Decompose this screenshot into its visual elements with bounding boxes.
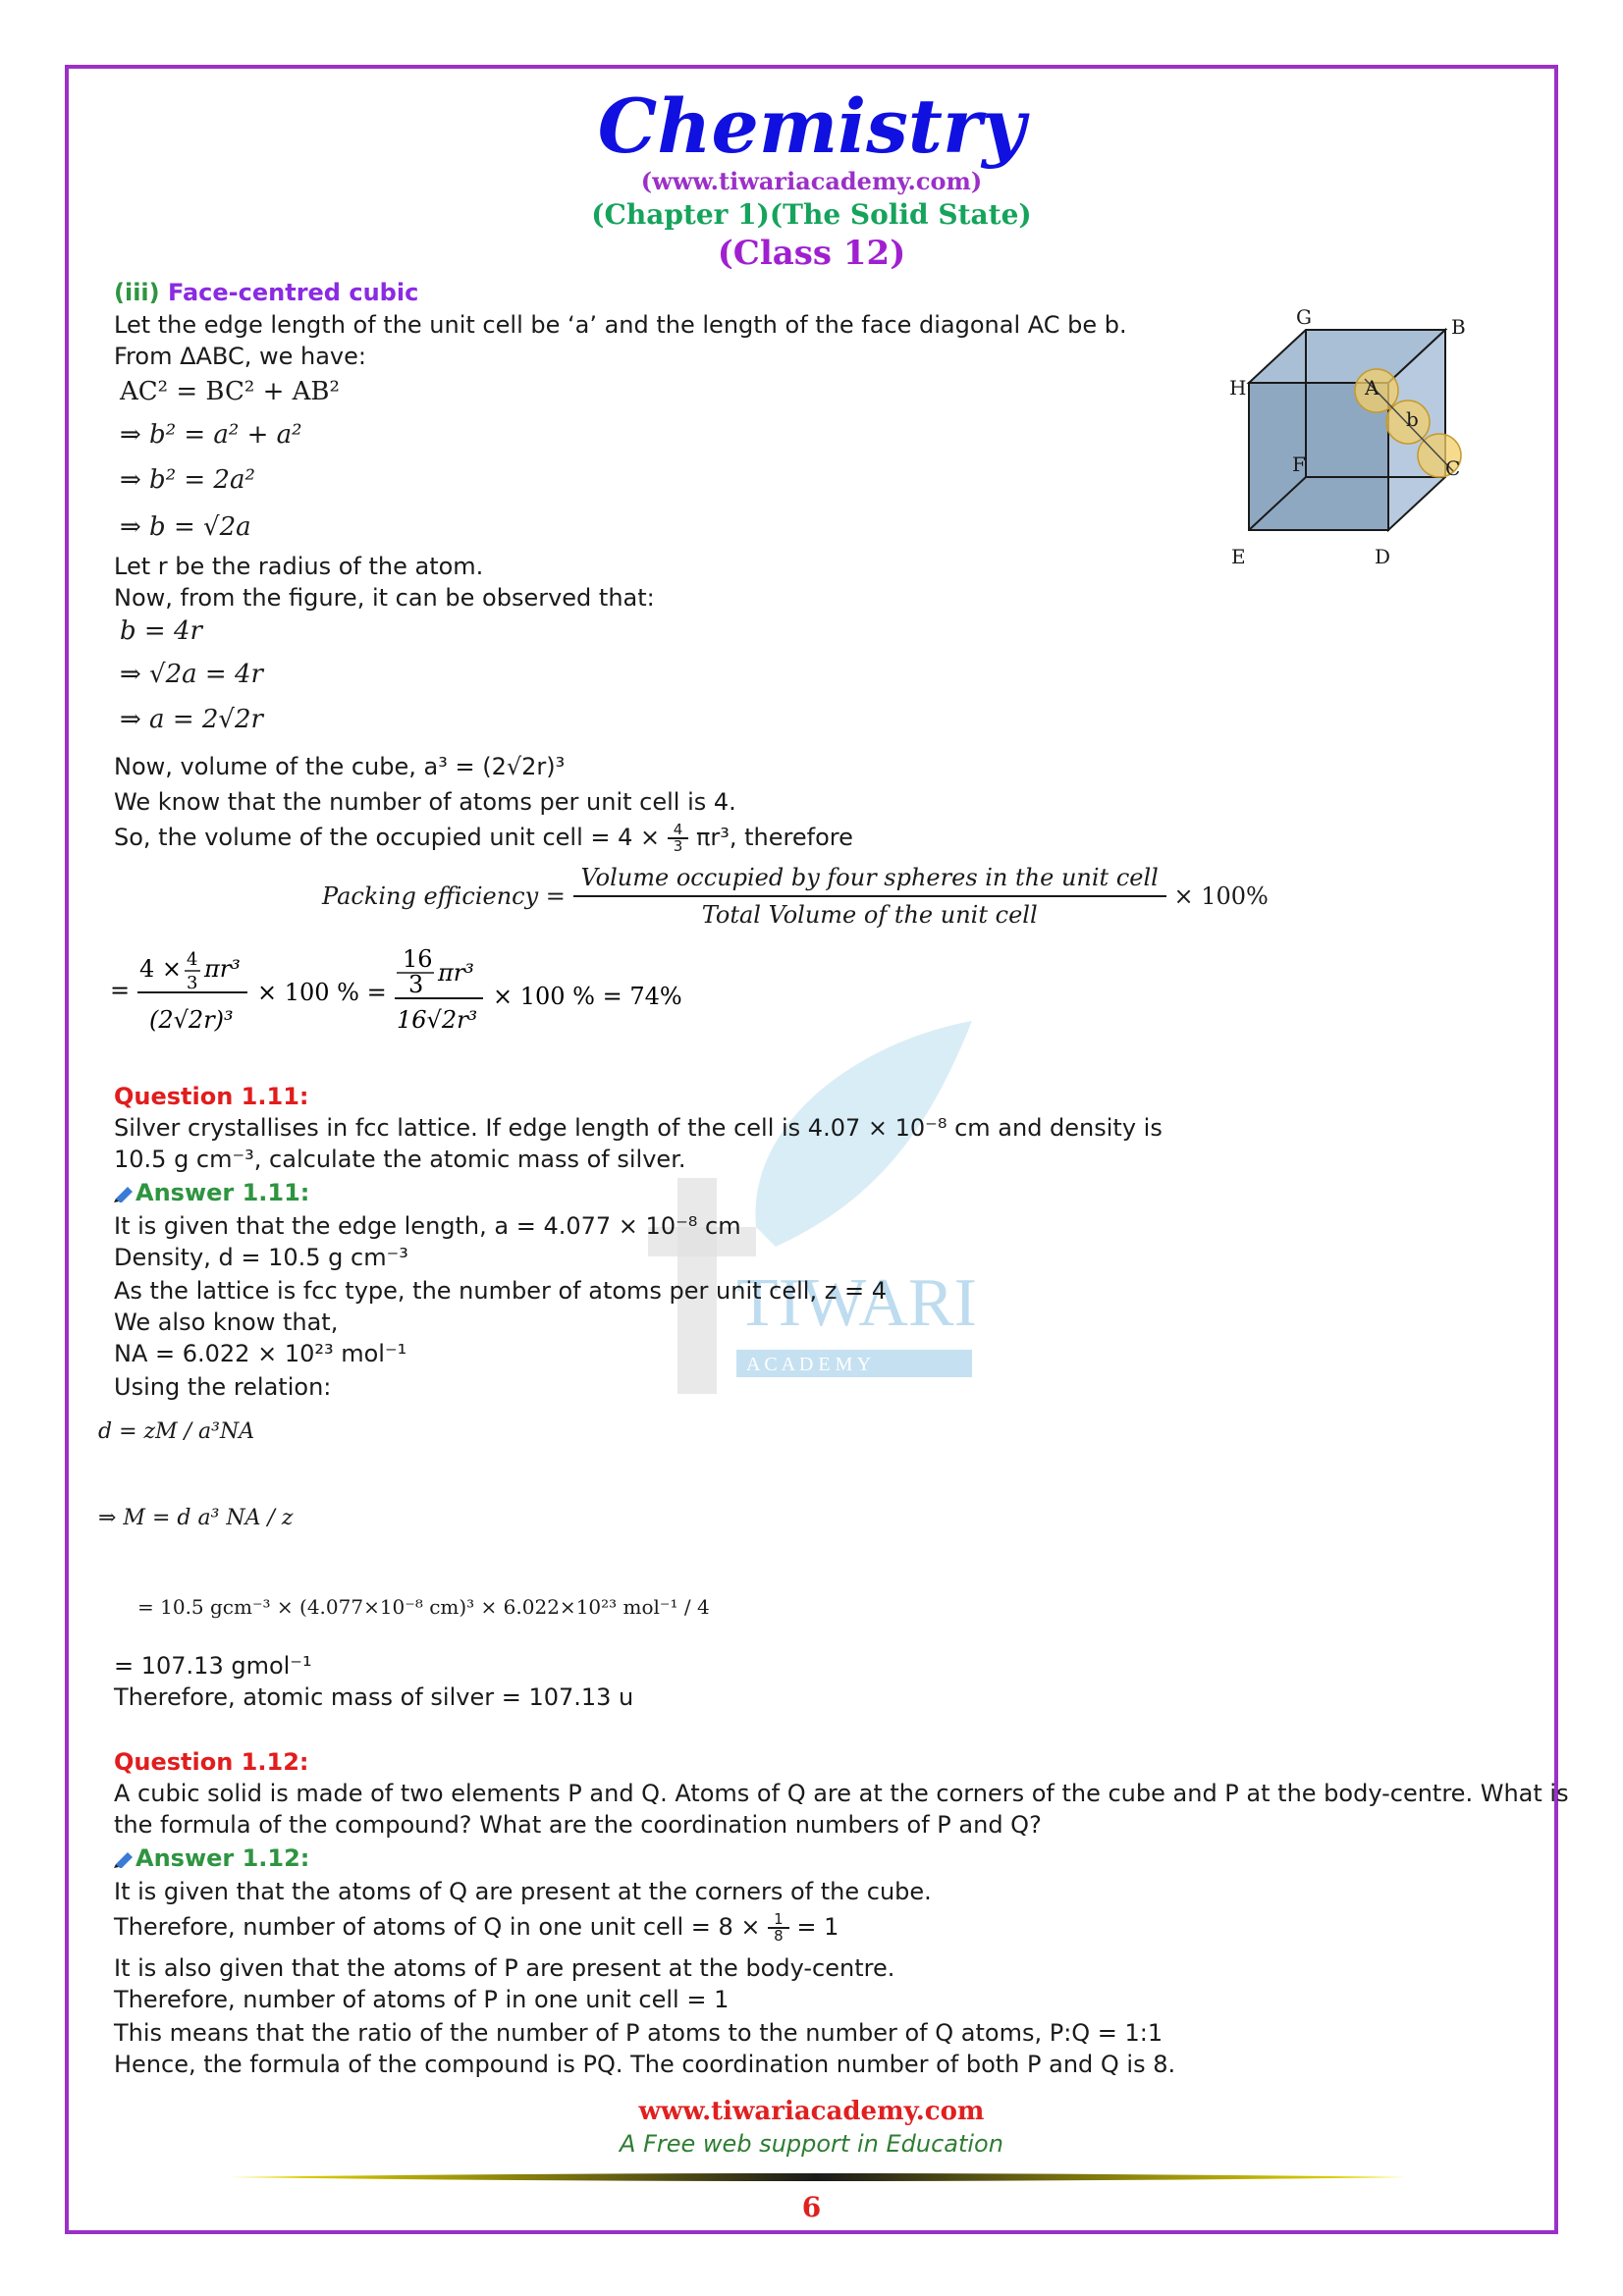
fcc-line2: From ΔABC, we have: [114,343,366,370]
svg-text:πr³: πr³ [204,955,241,983]
svg-text:4 ×: 4 × [139,955,183,983]
fig-label-f: F [1292,453,1306,476]
answer-1-11-line3: As the lattice is fcc type, the number of atoms per unit cell, z = 4 [114,1277,887,1305]
question-1-12-text1: A cubic solid is made of two elements P and Q. Atoms of Q are at the corners of the cube and P at the body-centre. What is [114,1780,1569,1807]
answer-1-12-label: Answer 1.12: [114,1843,309,1873]
svg-text:16√2r³: 16√2r³ [397,1006,478,1034]
relation-3: = 10.5 gcm⁻³ × (4.077×10⁻⁸ cm)³ × 6.022×10²³ mol⁻¹ / 4 [137,1595,710,1619]
chapter-label: (Chapter 1)(The Solid State) [591,198,1032,231]
answer-1-12-line2: Therefore, number of atoms of Q in one unit cell = 8 × $\frac{1}{8}$ = 1 [114,1910,839,1945]
question-1-11-text2: 10.5 g cm⁻³, calculate the atomic mass of silver. [114,1146,686,1173]
question-1-12-text2: the formula of the compound? What are the coordination numbers of P and Q? [114,1811,1042,1839]
fig-label-b: B [1451,315,1466,339]
watermark-word1: TIWARI [736,1265,977,1341]
fig-label-e: E [1231,545,1246,568]
svg-text:3: 3 [187,973,198,993]
svg-text:16: 16 [403,945,433,973]
relation-2: ⇒ M = d a³ NA / z [98,1506,294,1530]
answer-1-12-line5: This means that the ratio of the number of P atoms to the number of Q atoms, P:Q = 1:1 [114,2019,1163,2047]
svg-text:3: 3 [408,971,424,998]
answer-1-12-line1: It is given that the atoms of Q are present at the corners of the cube. [114,1878,932,1905]
fig-label-c: C [1445,456,1461,480]
fig-label-b-small: b [1406,407,1419,431]
question-1-11-text1: Silver crystallises in fcc lattice. If edge length of the cell is 4.07 × 10⁻⁸ cm and density is [114,1114,1163,1142]
header-website[interactable]: (www.tiwariacademy.com) [640,167,983,195]
equation-7: ⇒ a = 2√2r [120,705,263,734]
pe-denominator: Total Volume of the unit cell [701,901,1038,929]
fig-label-d: D [1375,545,1391,568]
answer-1-11-line1: It is given that the edge length, a = 4.077 × 10⁻⁸ cm [114,1212,741,1240]
equation-2: ⇒ b² = a² + a² [120,420,302,450]
question-1-12-label: Question 1.12: [114,1748,309,1776]
fig-label-g: G [1296,305,1312,329]
svg-text:(2√2r)³: (2√2r)³ [149,1006,234,1034]
answer-1-11-line7: = 107.13 gmol⁻¹ [114,1652,312,1680]
pe-numerator: Volume occupied by four spheres in the unit cell [573,864,1166,897]
page-number: 6 [801,2191,822,2223]
fcc-line6: We know that the number of atoms per unit cell is 4. [114,788,736,816]
answer-1-11-line4: We also know that, [114,1308,339,1336]
footer-tagline: A Free web support in Education [620,2130,1003,2158]
equation-3: ⇒ b² = 2a² [120,465,255,495]
packing-efficiency-formula: Packing efficiency = $\frac{\text{Volume occupied by four spheres in the unit cell}}{\text{Total Volume of the unit cell}}$ × 100% [322,864,1269,929]
answer-1-11-line5: NA = 6.022 × 10²³ mol⁻¹ [114,1340,407,1367]
class-label: (Class 12) [717,234,906,273]
equation-1: AC² = BC² + AB² [120,377,340,406]
fcc-line4: Now, from the figure, it can be observed that: [114,584,655,612]
final-equation [110,937,719,1045]
fig-label-h: H [1229,376,1247,400]
fcc-line7: So, the volume of the occupied unit cell = 4 × $\frac{4}{3}$ πr³, therefore [114,821,853,855]
watermark-word2: A C A D E M Y [746,1354,872,1375]
fcc-line5: Now, volume of the cube, a³ = (2√2r)³ [114,753,566,780]
fcc-cube-figure [1227,304,1483,579]
relation-1: d = zM / a³NA [98,1419,255,1444]
fcc-line1: Let the edge length of the unit cell be ‘a’ and the length of the face diagonal AC be b. [114,311,1127,339]
question-1-11-label: Question 1.11: [114,1083,309,1110]
answer-1-11-line2: Density, d = 10.5 g cm⁻³ [114,1244,408,1271]
answer-1-11-line8: Therefore, atomic mass of silver = 107.13 u [114,1683,634,1711]
answer-1-11-line6: Using the relation: [114,1373,332,1401]
equation-6: ⇒ √2a = 4r [120,660,263,689]
svg-text:πr³: πr³ [438,959,474,987]
svg-text:4: 4 [187,949,198,970]
page-title: Chemistry [597,82,1026,170]
equation-5: b = 4r [120,616,202,646]
answer-1-12-line4: Therefore, number of atoms of P in one unit cell = 1 [114,1986,730,2013]
equation-4: ⇒ b = √2a [120,512,251,542]
svg-text:× 100 % =: × 100 % = [257,979,387,1006]
fig-label-a: A [1365,376,1380,400]
footer-divider [228,2171,1406,2183]
watermark-logo [638,1001,992,1414]
answer-1-11-label: Answer 1.11: [114,1178,309,1207]
svg-text:=: = [110,977,131,1004]
section-heading: (iii) Face-centred cubic [114,279,419,306]
pencil-icon [114,1850,135,1868]
fcc-line3: Let r be the radius of the atom. [114,553,484,580]
answer-1-12-line6: Hence, the formula of the compound is PQ. The coordination number of both P and Q is 8. [114,2051,1176,2078]
answer-1-12-line3: It is also given that the atoms of P are present at the body-centre. [114,1954,895,1982]
svg-text:× 100 % = 74%: × 100 % = 74% [493,983,682,1010]
footer-url[interactable]: www.tiwariacademy.com [638,2097,985,2126]
pencil-icon [114,1185,135,1202]
